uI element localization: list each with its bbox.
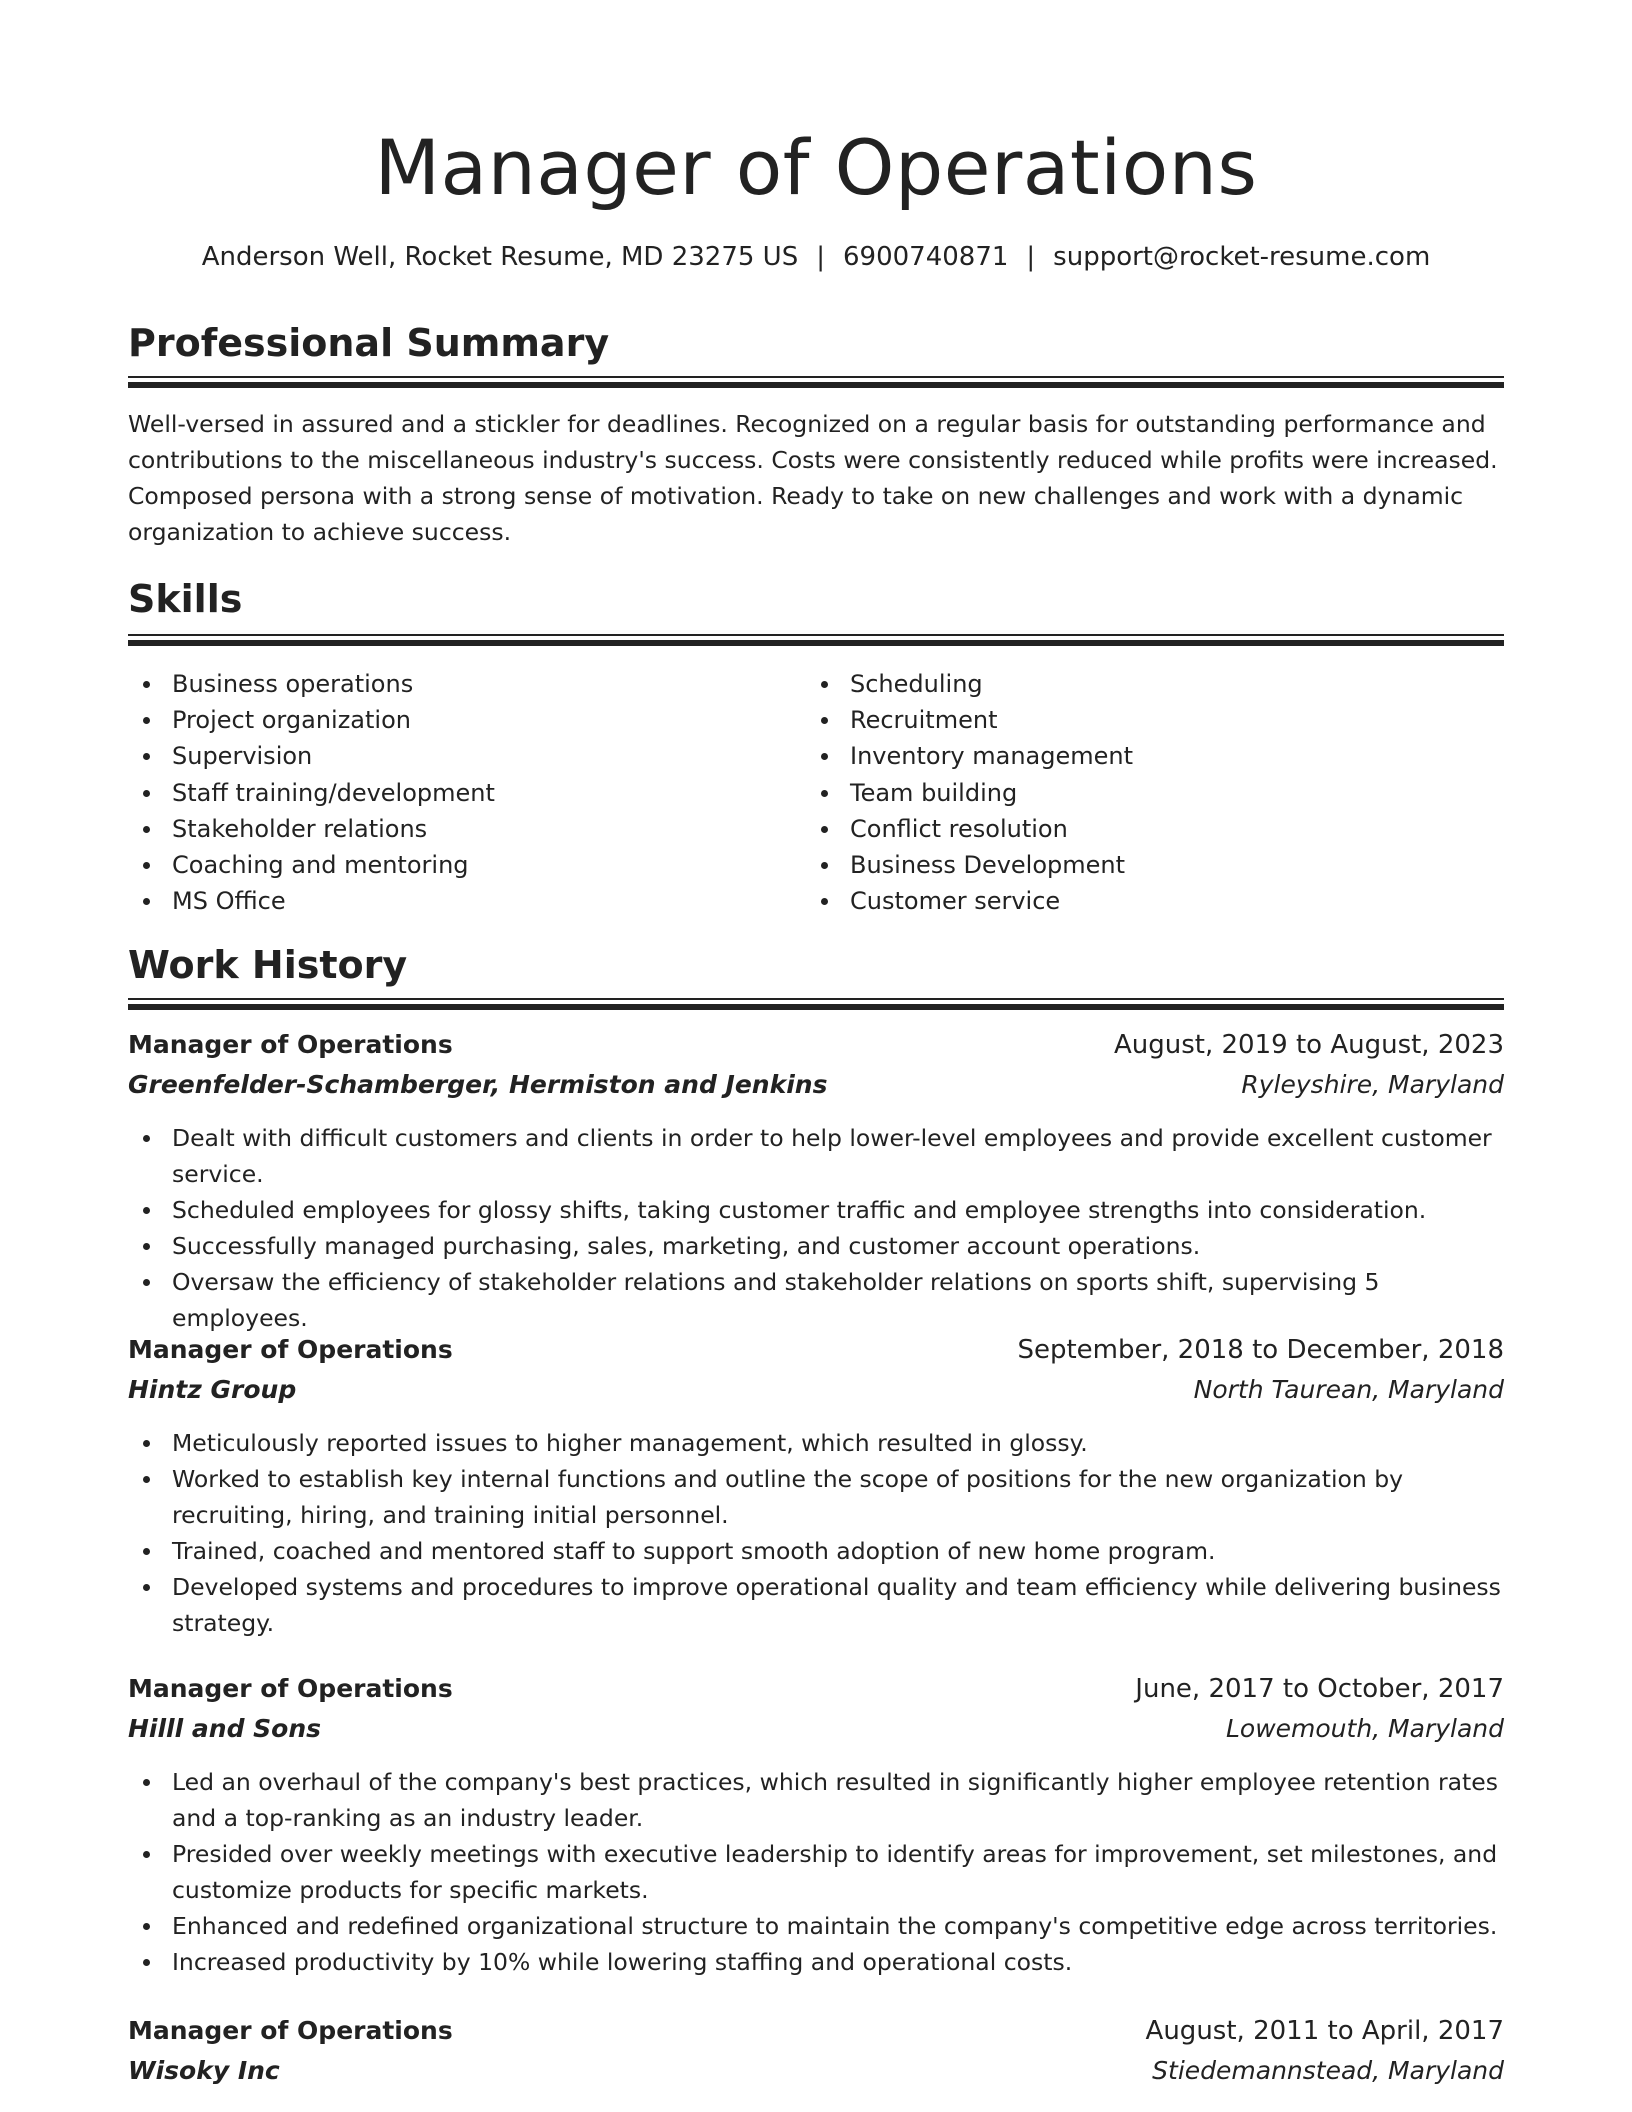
job-title: Manager of Operations: [128, 1674, 453, 1703]
job-title: Manager of Operations: [128, 2016, 453, 2045]
contact-line: [128, 237, 1504, 277]
job-bullet: Developed systems and procedures to improve operational quality and team efficiency while delivering business strategy.: [128, 1569, 1504, 1641]
job-entry: [128, 1674, 1504, 1980]
job-title: Manager of Operations: [128, 1335, 453, 1364]
job-bullet: Presided over weekly meetings with executive leadership to identify areas for improvement, set milestones, and customize products for specific markets.: [128, 1836, 1504, 1908]
section-divider: [128, 998, 1504, 1010]
skills-list-right: [806, 666, 1504, 919]
skill-item: Staff training/development: [128, 775, 800, 811]
contact-phone: 6900740871: [842, 242, 1009, 272]
job-bullets: [128, 1764, 1504, 1980]
skill-item: Inventory management: [806, 738, 1504, 774]
contact-separator: |: [1026, 242, 1036, 272]
contact-separator: |: [816, 242, 825, 272]
skill-item: Coaching and mentoring: [128, 847, 800, 883]
skill-item: Stakeholder relations: [128, 811, 800, 847]
job-dates: August, 2019 to August, 2023: [1114, 1030, 1504, 1060]
job-dates: September, 2018 to December, 2018: [1017, 1335, 1504, 1365]
contact-email[interactable]: support@rocket-resume.com: [1053, 242, 1431, 272]
skill-item: Project organization: [128, 702, 800, 738]
section-divider: [128, 634, 1504, 646]
job-entry: [128, 2016, 1504, 2096]
job-bullet: Worked to establish key internal functions and outline the scope of positions for the new organization by recruiting, hiring, and training initial personnel.: [128, 1461, 1504, 1533]
job-dates: August, 2011 to April, 2017: [1145, 2016, 1504, 2046]
job-bullet: Successfully managed purchasing, sales, marketing, and customer account operations.: [128, 1228, 1504, 1264]
skill-item: Business operations: [128, 666, 800, 702]
skill-item: Recruitment: [806, 702, 1504, 738]
skill-item: Team building: [806, 775, 1504, 811]
job-company: Hilll and Sons: [128, 1714, 322, 1743]
job-entry: [128, 1030, 1504, 1336]
job-entry: [128, 1335, 1504, 1641]
job-bullet: Trained, coached and mentored staff to support smooth adoption of new home program.: [128, 1533, 1504, 1569]
skill-item: Customer service: [806, 883, 1504, 919]
job-dates: June, 2017 to October, 2017: [1135, 1674, 1504, 1704]
job-company: Wisoky Inc: [128, 2056, 280, 2085]
job-location: North Taurean, Maryland: [1193, 1375, 1504, 1404]
skill-item: Scheduling: [806, 666, 1504, 702]
job-bullet: Scheduled employees for glossy shifts, taking customer traffic and employee strengths into consideration.: [128, 1192, 1504, 1228]
job-company: Hintz Group: [128, 1375, 297, 1404]
job-location: Stiedemannstead, Maryland: [1152, 2056, 1504, 2085]
job-bullet: Dealt with difficult customers and clients in order to help lower-level employees and provide excellent customer service.: [128, 1120, 1504, 1192]
job-bullet: Increased productivity by 10% while lowering staffing and operational costs.: [128, 1944, 1504, 1980]
job-location: Ryleyshire, Maryland: [1241, 1070, 1504, 1099]
job-location: Lowemouth, Maryland: [1225, 1714, 1504, 1743]
job-company: Greenfelder-Schamberger, Hermiston and Jenkins: [128, 1070, 828, 1099]
skill-item: MS Office: [128, 883, 800, 919]
job-title: Manager of Operations: [128, 1030, 453, 1059]
job-bullets: [128, 1425, 1504, 1641]
work-history-heading: Work History: [128, 943, 408, 987]
summary-text: Well-versed in assured and a stickler for deadlines. Recognized on a regular basis for outstanding performance and contributions to the miscellaneous industry's success. Costs were consistently reduced while profits were increased. Composed persona with a strong sense of motivation. Ready to take on new challenges and work with a dynamic organization to achieve success.: [128, 410, 1498, 546]
job-bullet: Meticulously reported issues to higher management, which resulted in glossy.: [128, 1425, 1504, 1461]
job-bullets: [128, 1120, 1504, 1336]
skills-heading: Skills: [128, 577, 243, 621]
resume-title: Manager of Operations: [374, 123, 1258, 212]
skill-item: Supervision: [128, 738, 800, 774]
skill-item: Conflict resolution: [806, 811, 1504, 847]
summary-heading: Professional Summary: [128, 321, 610, 365]
skills-list-left: [128, 666, 800, 919]
skill-item: Business Development: [806, 847, 1504, 883]
job-bullet: Led an overhaul of the company's best practices, which resulted in significantly higher employee retention rates and a top-ranking as an industry leader.: [128, 1764, 1504, 1836]
job-bullet: Enhanced and redefined organizational structure to maintain the company's competitive edge across territories.: [128, 1908, 1504, 1944]
section-divider: [128, 376, 1504, 388]
job-bullet: Oversaw the efficiency of stakeholder relations and stakeholder relations on sports shift, supervising 5 employees.: [128, 1264, 1504, 1336]
contact-address: Anderson Well, Rocket Resume, MD 23275 US: [201, 242, 799, 272]
